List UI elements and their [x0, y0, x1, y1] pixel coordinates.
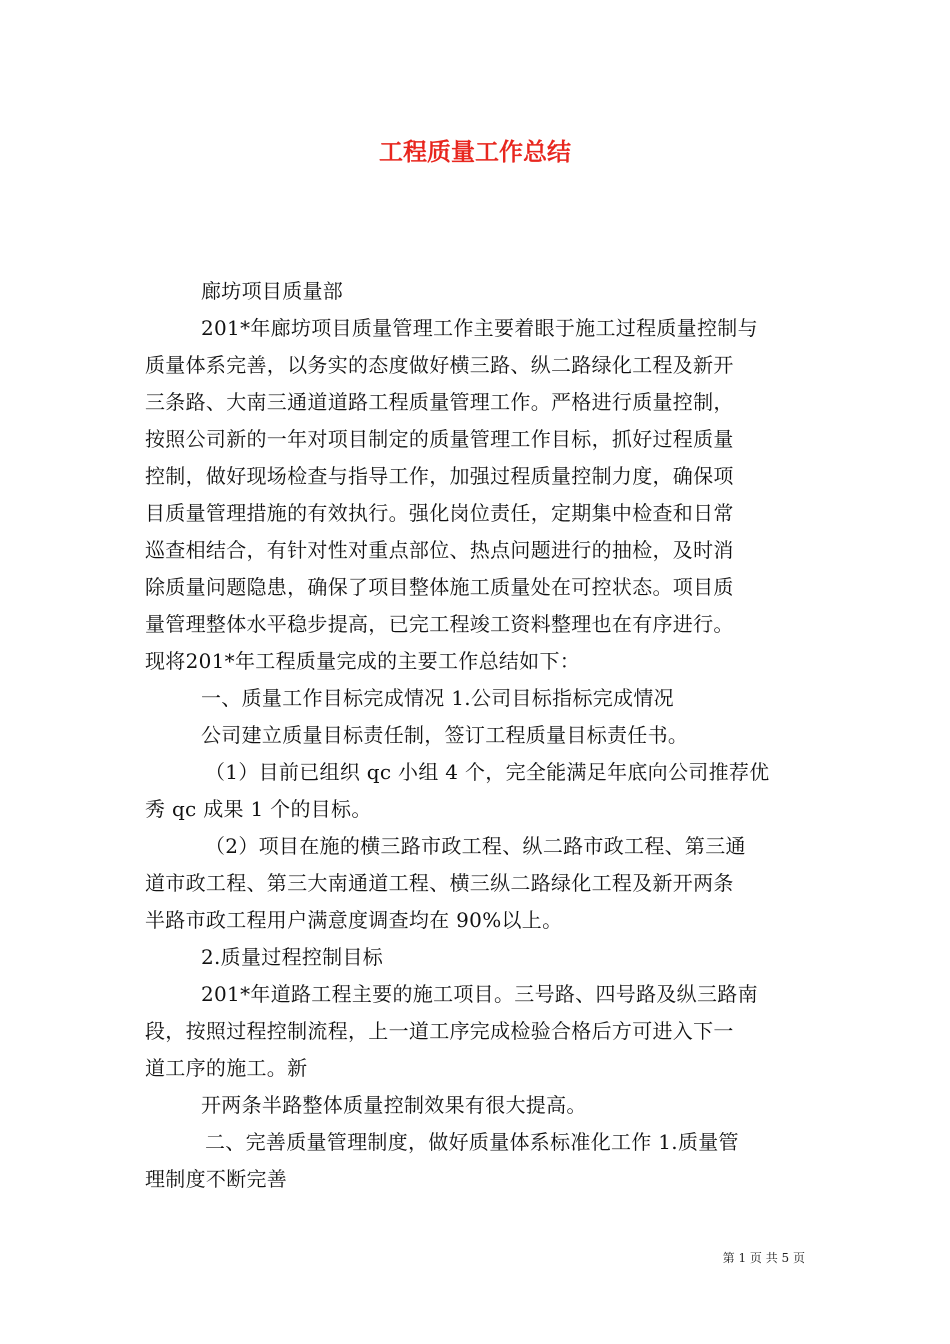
text-line: 现将201*年工程质量完成的主要工作总结如下：	[145, 649, 581, 673]
text-line: 目质量管理措施的有效执行。强化岗位责任，定期集中检查和日常	[145, 501, 734, 525]
text-line: 量管理整体水平稳步提高，已完工程竣工资料整理也在有序进行。	[145, 612, 734, 636]
text-line: 开两条半路整体质量控制效果有很大提高。	[201, 1093, 587, 1117]
text-line: 道市政工程、第三大南通道工程、横三纵二路绿化工程及新开两条	[145, 871, 734, 895]
text-line: （2）项目在施的横三路市政工程、纵二路市政工程、第三通	[205, 834, 746, 858]
text-line: 公司建立质量目标责任制，签订工程质量目标责任书。	[201, 723, 689, 747]
text-line: 段，按照过程控制流程，上一道工序完成检验合格后方可进入下一	[145, 1019, 734, 1043]
text-line: 理制度不断完善	[145, 1167, 288, 1191]
document-body	[145, 273, 807, 1198]
text-line: 二、完善质量管理制度，做好质量体系标准化工作 1.质量管	[205, 1130, 739, 1154]
text-line: 巡查相结合，有针对性对重点部位、热点问题进行的抽检，及时消	[145, 538, 734, 562]
text-line: 除质量问题隐患，确保了项目整体施工质量处在可控状态。项目质	[145, 575, 734, 599]
text-line: 一、质量工作目标完成情况 1.公司目标指标完成情况	[201, 686, 674, 710]
text-line: 廊坊项目质量部	[201, 279, 344, 303]
text-line: 半路市政工程用户满意度调查均在 90%以上。	[145, 908, 563, 932]
text-line: 质量体系完善，以务实的态度做好横三路、纵二路绿化工程及新开	[145, 353, 734, 377]
text-line: （1）目前已组织 qc 小组 4 个，完全能满足年底向公司推荐优	[205, 760, 770, 784]
text-line: 按照公司新的一年对项目制定的质量管理工作目标，抓好过程质量	[145, 427, 734, 451]
text-line: 201*年道路工程主要的施工项目。三号路、四号路及纵三路南	[201, 982, 758, 1006]
text-line: 201*年廊坊项目质量管理工作主要着眼于施工过程质量控制与	[201, 316, 758, 340]
document-title: 工程质量工作总结	[379, 138, 571, 166]
text-line: 三条路、大南三通道道路工程质量管理工作。严格进行质量控制，	[145, 390, 734, 414]
text-line: 秀 qc 成果 1 个的目标。	[145, 797, 372, 821]
page-number: 第 1 页 共 5 页	[722, 1251, 805, 1265]
text-line: 道工序的施工。新	[145, 1056, 308, 1080]
text-line: 控制，做好现场检查与指导工作，加强过程质量控制力度，确保项	[145, 464, 734, 488]
text-line: 2.质量过程控制目标	[201, 945, 384, 969]
